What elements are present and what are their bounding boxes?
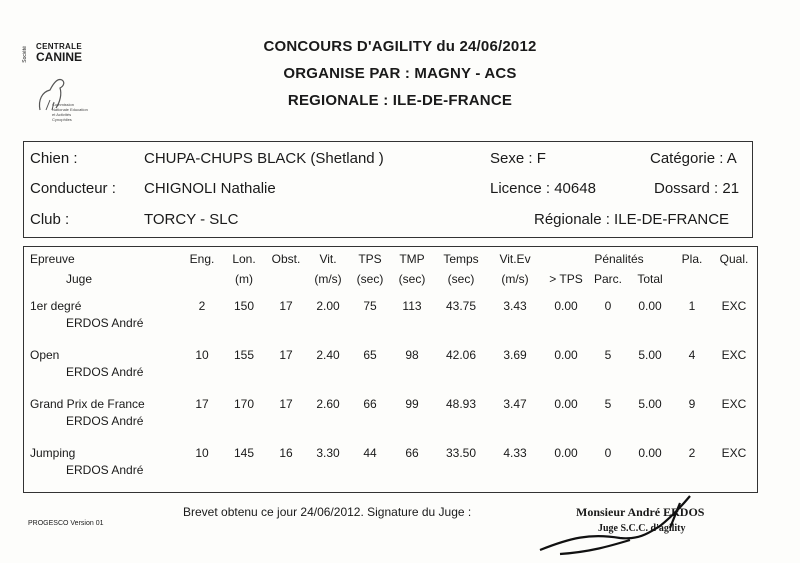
brevet-text: Brevet obtenu ce jour 24/06/2012. Signature du Juge : xyxy=(183,505,472,519)
regionale-value: Régionale : ILE-DE-FRANCE xyxy=(534,211,730,228)
header-vit-unit: (m/s) xyxy=(314,272,342,286)
row-tps: 75 xyxy=(363,299,377,313)
row-pen-tps: 0.00 xyxy=(554,446,578,460)
row-vit: 3.30 xyxy=(316,446,340,460)
conducteur-label: Conducteur : xyxy=(30,180,116,197)
row-eng: 17 xyxy=(195,397,209,411)
row-juge: ERDOS André xyxy=(66,316,144,330)
header-temps-unit: (sec) xyxy=(447,272,475,286)
logo-prefix: Société xyxy=(22,46,28,63)
licence-value: Licence : 40648 xyxy=(490,180,596,197)
row-tmp: 98 xyxy=(405,348,419,362)
row-pen-total: 0.00 xyxy=(638,299,662,313)
header-vit: Vit. xyxy=(319,252,337,266)
row-lon: 155 xyxy=(233,348,255,362)
header-penalites: Pénalités xyxy=(594,252,644,266)
chien-label: Chien : xyxy=(30,150,78,167)
row-temps: 33.50 xyxy=(445,446,477,460)
row-pen-total: 0.00 xyxy=(638,446,662,460)
header-tps: TPS xyxy=(358,252,382,266)
row-tmp: 66 xyxy=(405,446,419,460)
handwritten-signature xyxy=(530,488,730,558)
row-pen-tps: 0.00 xyxy=(554,299,578,313)
header-pen-parc: Parc. xyxy=(593,272,622,286)
signature-name: Monsieur André ERDOS xyxy=(576,505,705,519)
row-pen-parc: 5 xyxy=(604,348,612,362)
header-pen-total: Total xyxy=(637,272,663,286)
row-qual: EXC xyxy=(721,348,747,362)
row-qual: EXC xyxy=(721,299,747,313)
row-lon: 150 xyxy=(233,299,255,313)
row-pen-total: 5.00 xyxy=(638,397,662,411)
row-obst: 16 xyxy=(279,446,293,460)
competitor-info-box xyxy=(23,141,753,238)
header-regionale: REGIONALE : ILE-DE-FRANCE xyxy=(287,92,513,109)
club-value: TORCY - SLC xyxy=(144,211,239,228)
row-juge: ERDOS André xyxy=(66,365,144,379)
row-lon: 170 xyxy=(233,397,255,411)
row-pla: 4 xyxy=(688,348,696,362)
row-vit: 2.00 xyxy=(316,299,340,313)
header-organiser: ORGANISE PAR : MAGNY - ACS xyxy=(283,65,517,82)
row-epreuve: Jumping xyxy=(30,446,76,460)
header-vitev-unit: (m/s) xyxy=(501,272,529,286)
header-pen-tps: > TPS xyxy=(549,272,583,286)
row-pla: 1 xyxy=(688,299,696,313)
row-pen-parc: 0 xyxy=(604,446,612,460)
row-vitev: 4.33 xyxy=(503,446,527,460)
logo-line1: CENTRALE xyxy=(36,42,82,51)
categorie-value: Catégorie : A xyxy=(650,150,737,167)
logo-line2: CANINE xyxy=(36,50,83,64)
row-lon: 145 xyxy=(233,446,255,460)
row-eng: 10 xyxy=(195,446,209,460)
row-pen-parc: 5 xyxy=(604,397,612,411)
row-temps: 42.06 xyxy=(445,348,477,362)
row-qual: EXC xyxy=(721,397,747,411)
row-vit: 2.60 xyxy=(316,397,340,411)
row-vit: 2.40 xyxy=(316,348,340,362)
header-tps-unit: (sec) xyxy=(356,272,384,286)
results-table xyxy=(23,246,758,493)
row-pla: 2 xyxy=(688,446,696,460)
row-pen-tps: 0.00 xyxy=(554,348,578,362)
dossard-value: Dossard : 21 xyxy=(654,180,740,197)
row-obst: 17 xyxy=(279,397,293,411)
row-juge: ERDOS André xyxy=(66,414,144,428)
row-juge: ERDOS André xyxy=(66,463,144,477)
row-vitev: 3.47 xyxy=(503,397,527,411)
conducteur-value: CHIGNOLI Nathalie xyxy=(144,180,276,197)
header-title: CONCOURS D'AGILITY du 24/06/2012 xyxy=(263,38,537,55)
header-tmp-unit: (sec) xyxy=(398,272,426,286)
row-temps: 48.93 xyxy=(445,397,477,411)
row-vitev: 3.69 xyxy=(503,348,527,362)
row-epreuve: Open xyxy=(30,348,60,362)
row-tps: 66 xyxy=(363,397,377,411)
row-epreuve: 1er degré xyxy=(30,299,82,313)
row-tps: 44 xyxy=(363,446,377,460)
signature-title: Juge S.C.C. d'agility xyxy=(598,523,686,534)
header-pla: Pla. xyxy=(681,252,703,266)
row-temps: 43.75 xyxy=(445,299,477,313)
row-epreuve: Grand Prix de France xyxy=(30,397,145,411)
header-qual: Qual. xyxy=(719,252,749,266)
row-pla: 9 xyxy=(688,397,696,411)
header-lon: Lon. xyxy=(232,252,256,266)
header-epreuve: Epreuve xyxy=(30,252,75,266)
row-vitev: 3.43 xyxy=(503,299,527,313)
row-pen-tps: 0.00 xyxy=(554,397,578,411)
row-eng: 2 xyxy=(198,299,206,313)
row-pen-parc: 0 xyxy=(604,299,612,313)
header-vitev: Vit.Ev xyxy=(499,252,531,266)
header-lon-unit: (m) xyxy=(235,272,253,286)
row-obst: 17 xyxy=(279,299,293,313)
header-tmp: TMP xyxy=(399,252,425,266)
header-eng: Eng. xyxy=(189,252,215,266)
row-tps: 65 xyxy=(363,348,377,362)
row-pen-total: 5.00 xyxy=(638,348,662,362)
row-tmp: 113 xyxy=(402,299,422,313)
version-text: PROGESCO Version 01 xyxy=(28,520,104,527)
logo-subtitle: Commission Nationale Education et Activités Cynophiles xyxy=(52,102,88,122)
row-qual: EXC xyxy=(721,446,747,460)
header-juge: Juge xyxy=(66,272,93,286)
row-eng: 10 xyxy=(195,348,209,362)
row-tmp: 99 xyxy=(405,397,419,411)
header-obst: Obst. xyxy=(271,252,301,266)
header-temps: Temps xyxy=(443,252,479,266)
row-obst: 17 xyxy=(279,348,293,362)
club-label: Club : xyxy=(30,211,70,228)
sexe-value: Sexe : F xyxy=(490,150,546,167)
chien-value: CHUPA-CHUPS BLACK (Shetland ) xyxy=(144,150,384,167)
